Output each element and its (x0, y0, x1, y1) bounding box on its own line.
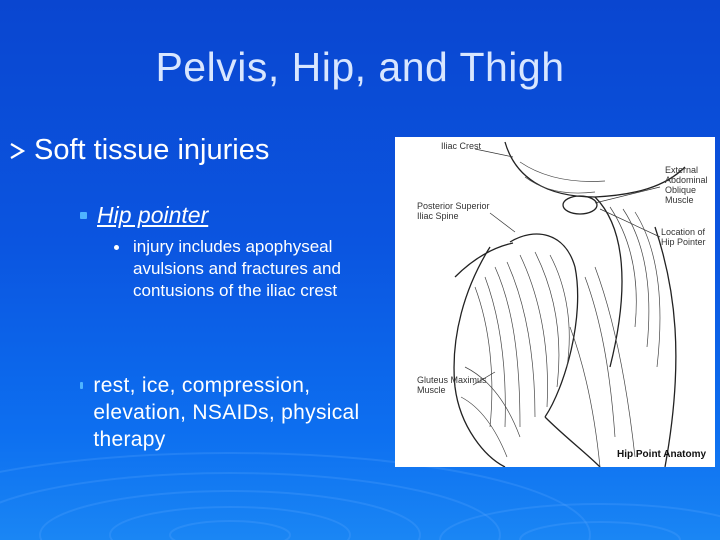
detail-bullet (113, 236, 388, 302)
label-muscle-2: Muscle (417, 385, 446, 395)
label-muscle-1: Muscle (665, 195, 694, 205)
dot-bullet-icon (114, 245, 119, 250)
figure-caption: Hip Point Anatomy (617, 449, 707, 460)
arrow-bullet-icon (8, 142, 26, 160)
label-iliac-spine: Iliac Spine (417, 211, 459, 221)
subheading-bullet (80, 202, 208, 229)
treatment-bullet (80, 372, 370, 453)
label-iliac-crest: Iliac Crest (441, 141, 482, 151)
square-bullet-icon (80, 212, 87, 219)
subheading-text: Hip pointer (97, 202, 209, 228)
heading-bullet (8, 134, 269, 167)
label-oblique: Oblique (665, 185, 697, 195)
label-gluteus-maximus: Gluteus Maximus (417, 375, 487, 385)
label-location-of: Location of (661, 227, 706, 237)
label-abdominal: Abdominal (665, 175, 708, 185)
label-posterior-superior: Posterior Superior (417, 201, 490, 211)
slide-title: Pelvis, Hip, and Thigh (155, 44, 565, 90)
hip-anatomy-illustration (395, 137, 715, 467)
detail-text: injury includes apophyseal avulsions and fractures and contusions of the iliac crest (133, 237, 341, 300)
label-external: External (665, 165, 699, 175)
heading-text: Soft tissue injuries (34, 134, 270, 166)
square-bullet-icon (80, 382, 83, 389)
label-hip-pointer: Hip Pointer (661, 237, 706, 247)
hip-anatomy-figure (395, 137, 715, 467)
treatment-text: rest, ice, compression, elevation, NSAIDs, physical therapy (93, 374, 360, 451)
